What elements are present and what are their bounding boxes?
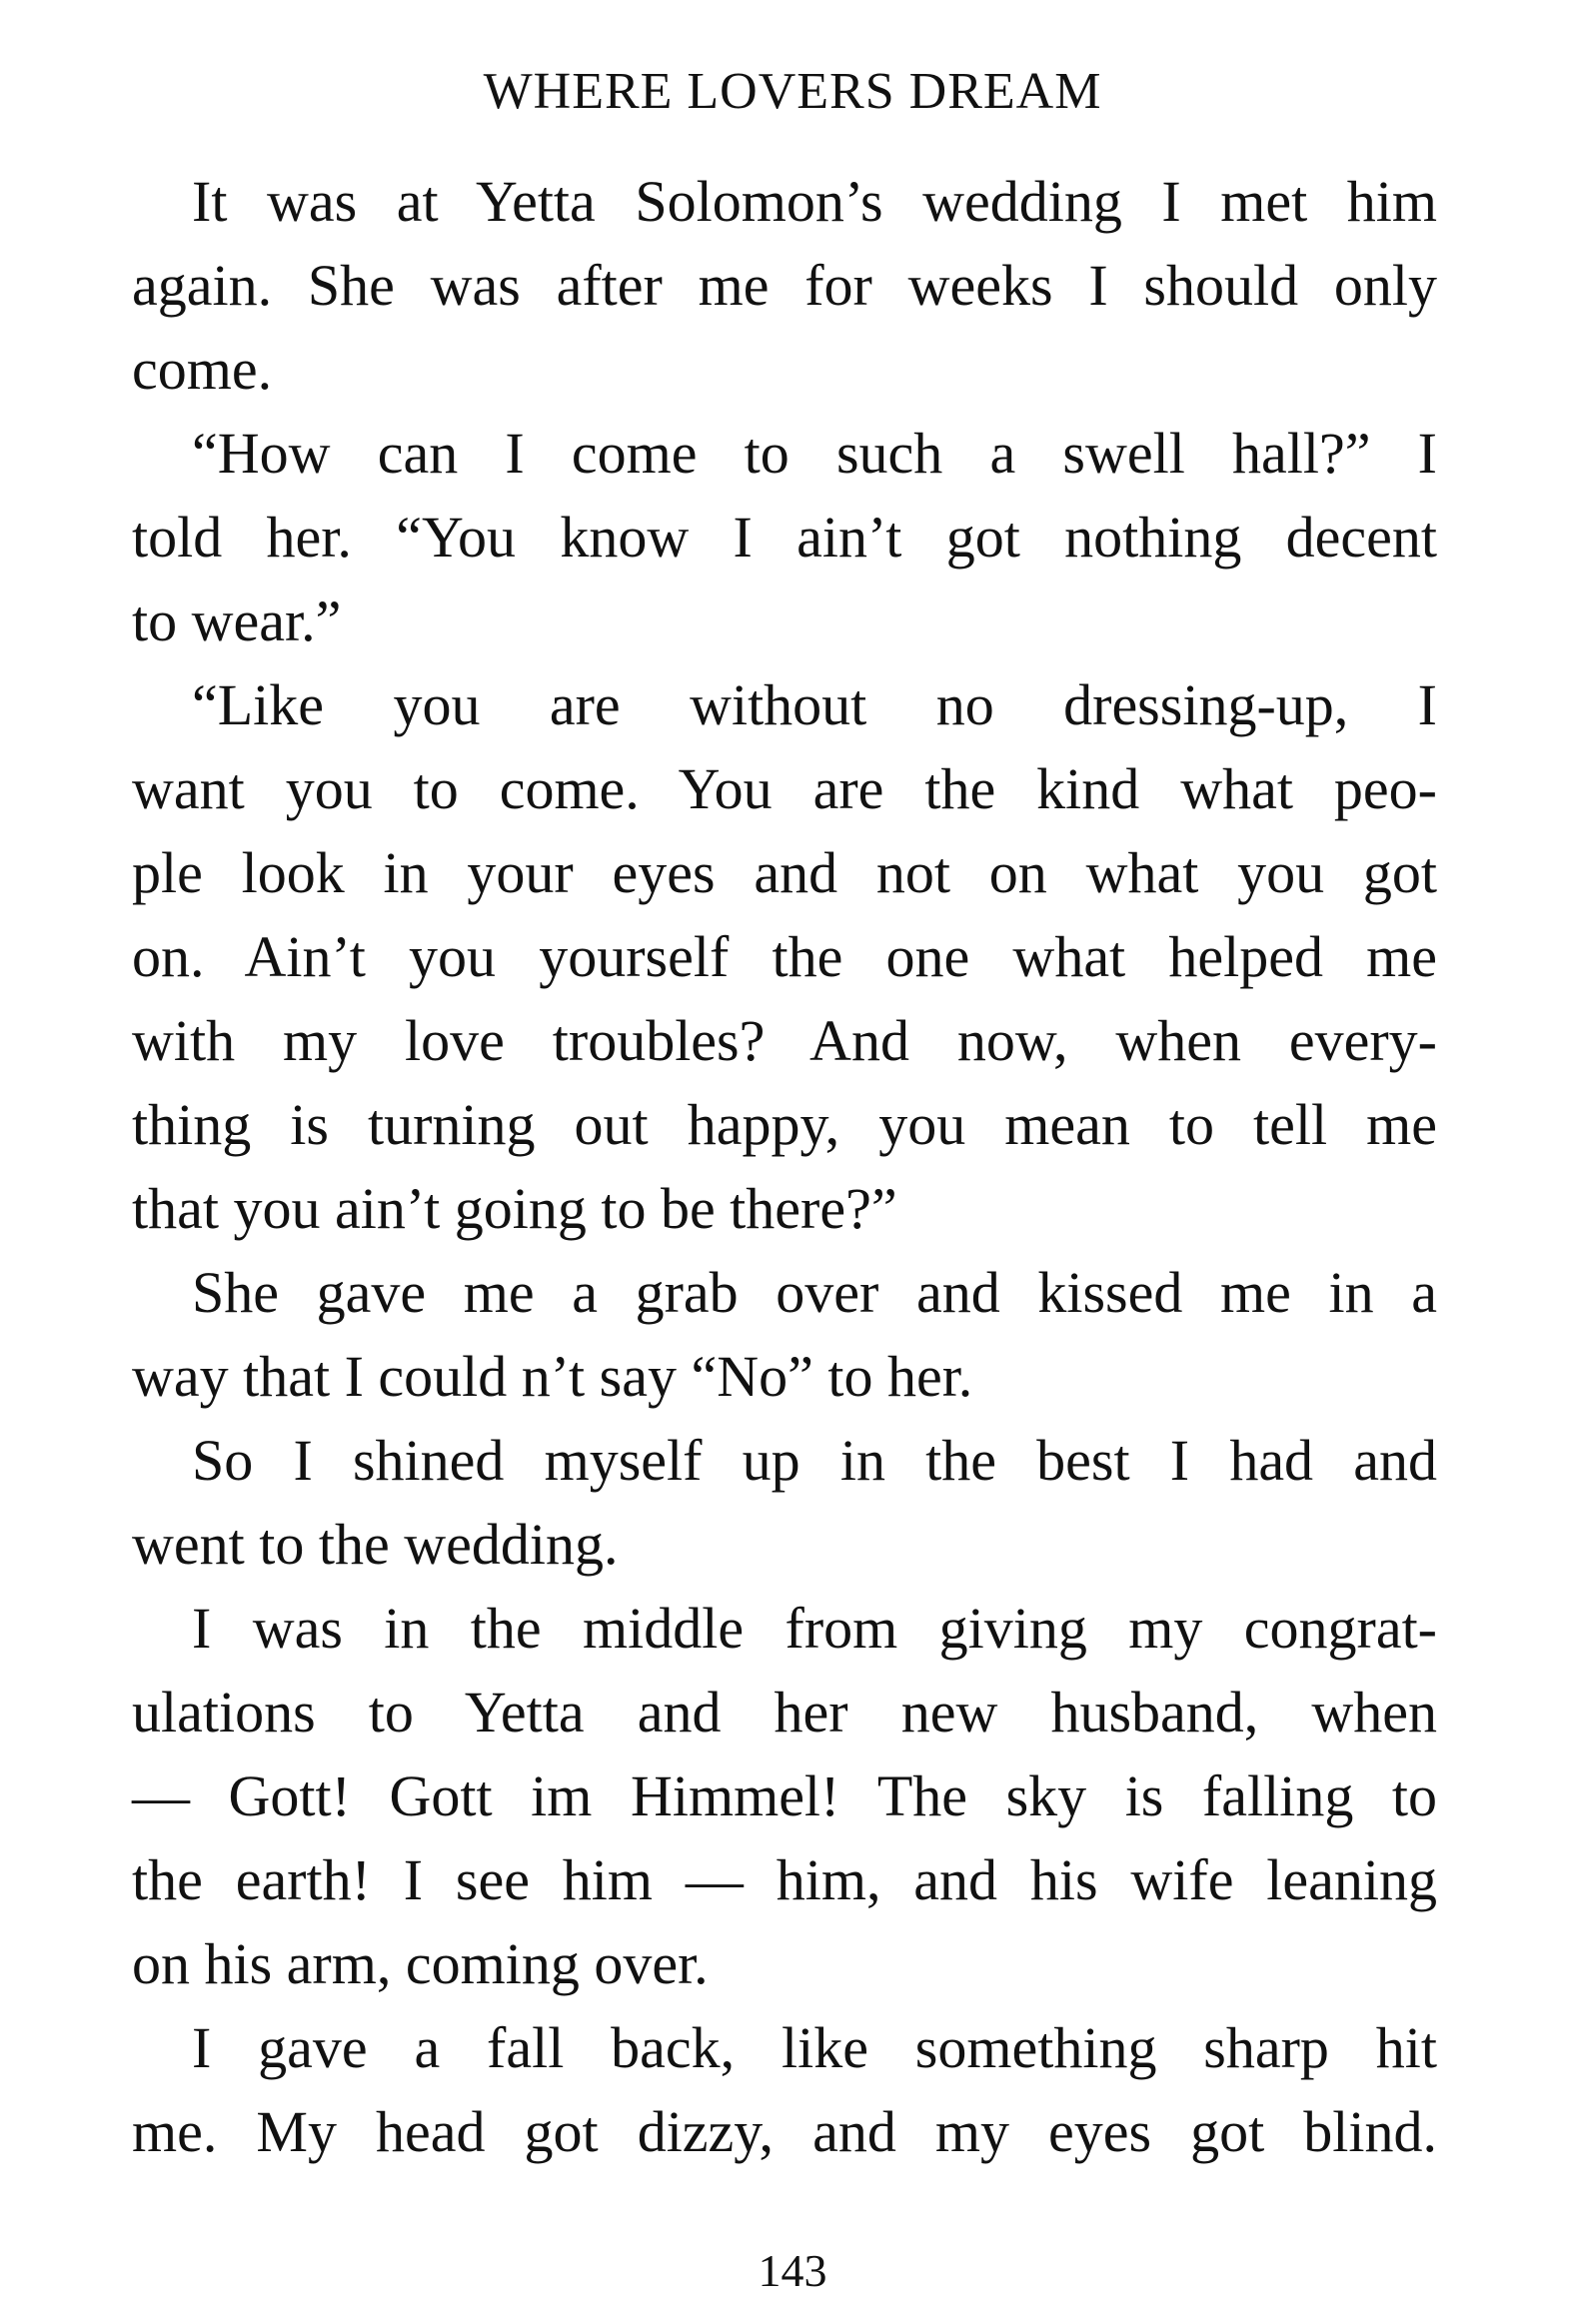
text-line: She gave me a grab over and kissed me in a: [192, 1260, 1437, 1325]
text-line: It was at Yetta Solomon’s wedding I met him: [192, 169, 1437, 234]
text-line: “Like you are without no dressing-up, I: [192, 672, 1437, 737]
text-line: want you to come. You are the kind what peo-: [132, 756, 1437, 821]
text-line: on. Ain’t you yourself the one what helped me: [132, 924, 1437, 989]
text-line: thing is turning out happy, you mean to tell me: [132, 1092, 1437, 1157]
text-line: went to the wedding.: [132, 1512, 619, 1577]
text-line: way that I could n’t say “No” to her.: [132, 1344, 973, 1409]
body-text: [132, 160, 1437, 2174]
running-head: WHERE LOVERS DREAM: [483, 63, 1102, 120]
text-line: So I shined myself up in the best I had and: [192, 1428, 1437, 1493]
text-line: that you ain’t going to be there?”: [132, 1176, 897, 1241]
text-line: again. She was after me for weeks I should only: [132, 253, 1437, 318]
text-line: I was in the middle from giving my congrat-: [192, 1596, 1437, 1661]
text-line: ulations to Yetta and her new husband, when: [132, 1680, 1437, 1744]
text-line: told her. “You know I ain’t got nothing decent: [132, 505, 1437, 570]
text-line: on his arm, coming over.: [132, 1931, 709, 1996]
text-line: “How can I come to such a swell hall?” I: [192, 421, 1437, 486]
text-line: come.: [132, 337, 273, 402]
page-number: 143: [758, 2245, 827, 2296]
text-line: — Gott! Gott im Himmel! The sky is falling to: [132, 1763, 1437, 1828]
text-line: me. My head got dizzy, and my eyes got blind.: [132, 2099, 1437, 2164]
text-line: to wear.”: [132, 588, 342, 653]
text-line: ple look in your eyes and not on what you got: [132, 840, 1437, 905]
text-line: I gave a fall back, like something sharp hit: [192, 2015, 1437, 2080]
text-line: with my love troubles? And now, when every-: [132, 1008, 1437, 1073]
text-line: the earth! I see him — him, and his wife leaning: [132, 1847, 1437, 1912]
